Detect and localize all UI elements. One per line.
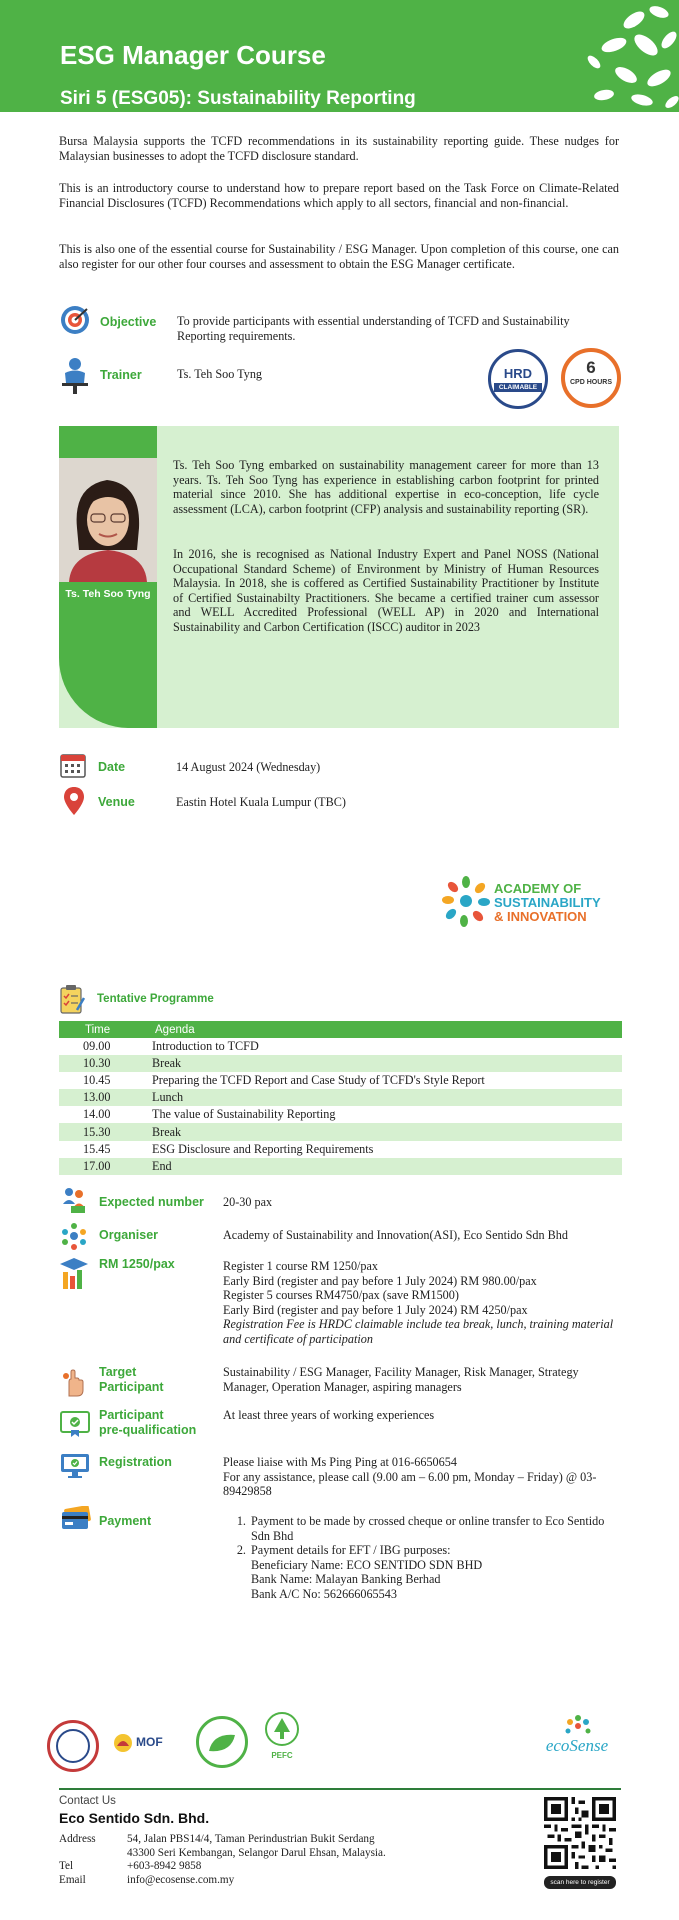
expected-number-label: Expected number (99, 1195, 204, 1209)
academy-line-1: ACADEMY OF (494, 881, 582, 896)
prequal-text: At least three years of working experiences (223, 1408, 435, 1422)
target-label-line-1: Target (99, 1365, 137, 1379)
address-line-2: 43300 Seri Kembangan, Selangor Darul Ehsan, Malaysia. (127, 1847, 386, 1859)
organiser-text: Academy of Sustainability and Innovation(ASI), Eco Sentido Sdn Bhd (223, 1228, 568, 1242)
row-time: 17.00 (59, 1158, 145, 1175)
prequal-label-line-2: pre-qualification (99, 1423, 197, 1437)
ecosense-logo (532, 1714, 622, 1764)
programme-table (59, 1021, 622, 1175)
payment-item-2-title: 2. Payment details for EFT / IBG purposes: (251, 1543, 451, 1557)
row-time: 14.00 (83, 1107, 111, 1122)
row-time: 15.30 (59, 1123, 145, 1140)
fee-line-2: Early Bird (register and pay before 1 July 2024) RM 980.00/pax (223, 1273, 537, 1288)
fee-line-1: Register 1 course RM 1250/pax (223, 1259, 379, 1273)
target-participant-label (99, 1365, 164, 1395)
tel-value[interactable]: +603-8942 9858 (127, 1860, 202, 1872)
header-banner (0, 0, 679, 112)
table-row (59, 1089, 622, 1106)
trainer-label: Trainer (100, 368, 142, 382)
footer-divider (59, 1788, 621, 1790)
registration-label: Registration (99, 1455, 172, 1469)
company-name: Eco Sentido Sdn. Bhd. (59, 1810, 210, 1826)
claimable-text: CLAIMABLE (494, 383, 542, 392)
table-row (59, 1141, 622, 1158)
pefc-tree-icon (265, 1712, 299, 1746)
payment-account: Bank A/C No: 562666065543 (251, 1586, 397, 1601)
fee-line-3: Register 5 courses RM4750/pax (save RM1500) (223, 1288, 459, 1302)
row-time: 10.30 (59, 1055, 145, 1072)
trainer-icon (60, 357, 90, 395)
monitor-registration-icon (60, 1452, 90, 1480)
registration-line-1: Please liaise with Ms Ping Ping at 016-6650654 (223, 1455, 457, 1469)
graduation-fee-icon (59, 1256, 89, 1290)
intro-paragraph-1: Bursa Malaysia supports the TCFD recommendations in its sustainability reporting guide. These nudges for Malaysian businesses to adopt the TCFD disclosure standard. (59, 134, 619, 163)
organiser-label: Organiser (99, 1228, 159, 1242)
col-time-header: Time (59, 1021, 145, 1038)
prequal-label (99, 1408, 196, 1438)
fee-note: Registration Fee is HRDC claimable include tea break, lunch, training material and certificate of participation (223, 1317, 614, 1346)
cpd-hours-badge (561, 348, 621, 408)
col-agenda-header: Agenda (145, 1021, 622, 1038)
venue-label: Venue (98, 795, 135, 809)
fee-block (223, 1259, 623, 1346)
row-agenda: The value of Sustainability Reporting (152, 1107, 336, 1122)
row-time: 13.00 (59, 1089, 145, 1106)
fee-line-4: Early Bird (register and pay before 1 July 2024) RM 4250/pax (223, 1302, 528, 1317)
registration-line-2: For any assistance, please call (9.00 am – 6.00 pm, Monday – Friday) @ 03-89429858 (223, 1469, 597, 1498)
scan-to-register-button[interactable]: scan here to register (544, 1876, 616, 1889)
target-label-line-2: Participant (99, 1380, 164, 1394)
clipboard-icon (59, 984, 85, 1014)
pefc-logo (262, 1712, 302, 1758)
date-text: 14 August 2024 (Wednesday) (176, 760, 321, 774)
academy-line-2: SUSTAINABILITY (494, 895, 601, 910)
mof-logo (112, 1730, 174, 1760)
fee-label: RM 1250/pax (99, 1257, 175, 1271)
trainer-photo (59, 458, 157, 582)
address-label: Address (59, 1833, 96, 1845)
row-time: 09.00 (83, 1039, 111, 1054)
certificate-icon (60, 1410, 90, 1438)
row-agenda: Break (145, 1123, 622, 1140)
payment-beneficiary: Beneficiary Name: ECO SENTIDO SDN BHD (251, 1557, 483, 1572)
table-row (59, 1055, 622, 1072)
row-agenda: Preparing the TCFD Report and Case Study of TCFD's Style Report (152, 1073, 485, 1088)
registration-block (223, 1455, 623, 1499)
organiser-icon (61, 1222, 87, 1250)
hand-icon (61, 1368, 89, 1398)
row-agenda: End (145, 1158, 622, 1175)
ecosense-text: ecoSense (545, 1736, 609, 1755)
row-time: 15.45 (83, 1141, 111, 1156)
credit-card-icon (61, 1506, 91, 1530)
malaysia-crest-icon (112, 1732, 134, 1754)
table-row (59, 1072, 622, 1089)
malaysia-logo (196, 1716, 248, 1768)
academy-line-3: & INNOVATION (494, 909, 587, 924)
row-time: 10.45 (83, 1073, 111, 1088)
venue-text: Eastin Hotel Kuala Lumpur (TBC) (176, 795, 346, 809)
hrd-claimable-badge (488, 349, 548, 409)
trainer-bio-2: In 2016, she is recognised as National Industry Expert and Panel NOSS (National Occupational Standard Scheme) of Environment by Ministry of Human Resources Malaysia. In 2018, she is coffered as Certified Sustainability Practitioner by Institute of Certified Sustainabilty Practitioners. She became a certified trainer cum assessor and WELL Accredited Professional (WELL AP) in 2020 and International Sustainability and Carbon Certification (ISCC) auditor in 2023 (173, 547, 599, 634)
qr-code-icon[interactable] (544, 1797, 616, 1869)
calendar-icon (60, 752, 86, 778)
hrd-text: HRD (503, 366, 533, 381)
mof-text: MOF (136, 1735, 163, 1749)
table-row (59, 1123, 622, 1140)
trainer-bio-1: Ts. Teh Soo Tyng embarked on sustainability management career for more than 13 years. Ts. Teh Soo Tyng has experience in establishing carbon footprint for printed material since 2010. She has additional expertise in eco-conception, life cycle assessment (LCA), carbon footprint (CFP) analysis and sustainability reporting (SR). (173, 458, 599, 516)
row-agenda: Lunch (145, 1089, 622, 1106)
payment-bank: Bank Name: Malayan Banking Berhad (251, 1572, 441, 1586)
intro-paragraph-2: This is an introductory course to understand how to prepare report based on the Task Force on Climate-Related Financial Disclosures (TCFD) Recommendations which apply to all sectors, financial and non-financial. (59, 181, 619, 210)
trainer-name: Ts. Teh Soo Tyng (177, 367, 263, 381)
expected-number-text: 20-30 pax (223, 1195, 273, 1209)
hrd-corp-logo (47, 1720, 99, 1772)
table-row (59, 1158, 622, 1175)
academy-logo-text (494, 882, 601, 924)
leaf-icon (207, 1731, 237, 1755)
row-agenda: ESG Disclosure and Reporting Requirements (152, 1141, 374, 1156)
email-label: Email (59, 1874, 86, 1886)
payment-item-1: 1. Payment to be made by crossed cheque or online transfer to Eco Sentido Sdn Bhd (249, 1514, 623, 1543)
trainer-photo-caption: Ts. Teh Soo Tyng (65, 588, 151, 600)
payment-item-2 (249, 1543, 623, 1601)
people-icon (61, 1186, 87, 1214)
prequal-label-line-1: Participant (99, 1408, 164, 1422)
course-title: ESG Manager Course (60, 40, 326, 70)
email-value[interactable]: info@ecosense.com.my (127, 1874, 235, 1886)
academy-logo-icon (442, 876, 490, 928)
payment-block (223, 1514, 623, 1601)
target-icon (60, 305, 90, 335)
cpd-number: 6 (586, 358, 596, 377)
row-agenda: Introduction to TCFD (152, 1039, 259, 1054)
date-label: Date (98, 760, 126, 774)
leaves-decoration-icon (564, 0, 679, 112)
table-row (59, 1106, 622, 1123)
tel-label: Tel (59, 1860, 74, 1872)
pefc-text: PEFC (271, 1751, 293, 1760)
cpd-label: CPD HOURS (569, 379, 612, 386)
location-pin-icon (63, 786, 85, 816)
intro-paragraph-3: This is also one of the essential course for Sustainability / ESG Manager. Upon completion of this course, one can also register for our other four courses and assessment to obtain the ESG Manager certificate. (59, 242, 619, 271)
contact-us-heading: Contact Us (59, 1795, 116, 1807)
objective-text: To provide participants with essential understanding of TCFD and Sustainability Reporting requirements. (177, 314, 570, 343)
table-row (59, 1038, 622, 1055)
objective-label: Objective (100, 315, 157, 329)
row-agenda: Break (145, 1055, 622, 1072)
programme-label: Tentative Programme (97, 993, 214, 1005)
payment-label: Payment (99, 1514, 152, 1528)
target-participant-text: Sustainability / ESG Manager, Facility Manager, Risk Manager, Strategy Manager, Operation Manager, aspiring managers (223, 1365, 579, 1394)
course-subtitle: Siri 5 (ESG05): Sustainability Reporting (60, 88, 416, 109)
address-line-1: 54, Jalan PBS14/4, Taman Perindustrian Bukit Serdang (127, 1833, 375, 1845)
